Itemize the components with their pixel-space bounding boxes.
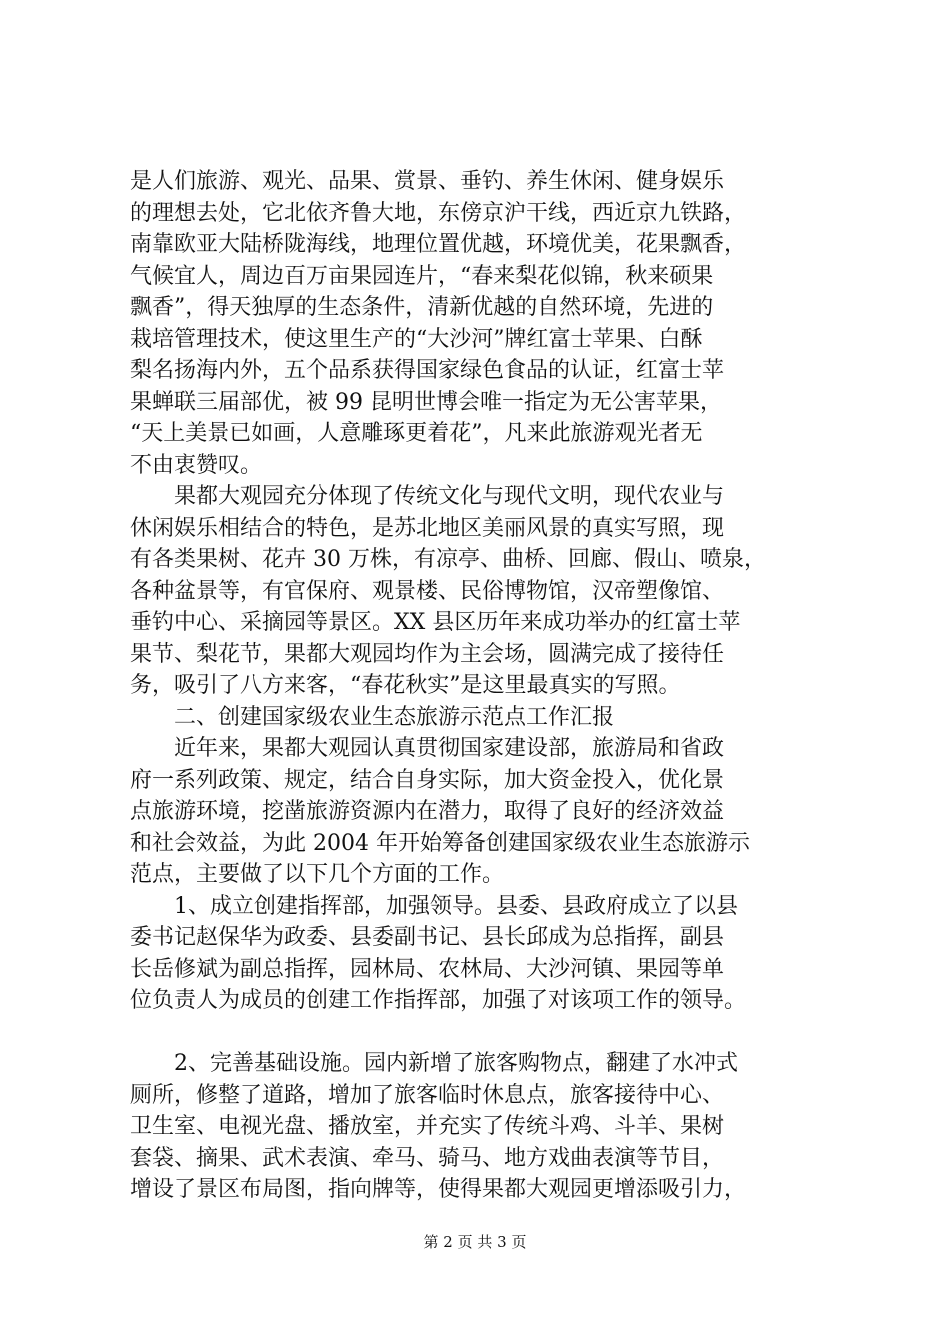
text-line: 南靠欧亚大陆桥陇海线，地理位置优越，环境优美，花果飘香，: [130, 232, 747, 257]
text-line: 委书记赵保华为政委、县委副书记、县长邱成为总指挥，副县: [130, 925, 725, 950]
text-line: 休闲娱乐相结合的特色，是苏北地区美丽风景的真实写照，现: [130, 515, 725, 541]
paragraph-start-line: 1、成立创建指挥部，加强领导。县委、县政府成立了以县: [174, 893, 738, 919]
text-line: 不由衷赞叹。: [130, 452, 263, 478]
text-line: 有各类果树、花卉 30 万株，有凉亭、曲桥、回廊、假山、喷泉，: [130, 547, 766, 572]
section-heading: 二、创建国家级农业生态旅游示范点工作汇报: [174, 704, 615, 730]
page-footer: 第 2 页 共 3 页: [423, 1233, 527, 1251]
text-line: 栽培管理技术，使这里生产的“大沙河”牌红富士苹果、白酥: [130, 326, 703, 352]
text-line: 梨名扬海内外，五个品系获得国家绿色食品的认证，红富士苹: [130, 358, 725, 383]
document-body: [130, 166, 830, 1206]
text-line: 果节、梨花节，果都大观园均作为主会场，圆满完成了接待任: [130, 641, 725, 667]
blank-line: [130, 1017, 830, 1049]
text-line: 果蝉联三届部优，被 99 昆明世博会唯一指定为无公害苹果，: [130, 389, 722, 415]
paragraph-start-line: 近年来，果都大观园认真贯彻国家建设部，旅游局和省政: [174, 736, 725, 761]
paragraph-start-line: 果都大观园充分体现了传统文化与现代文明，现代农业与: [174, 484, 725, 509]
text-line: 务，吸引了八方来客，“春花秋实”是这里最真实的写照。: [130, 673, 681, 698]
text-line: 点旅游环境，挖凿旅游资源内在潜力，取得了良好的经济效益: [130, 799, 725, 824]
text-line: 是人们旅游、观光、品果、赏景、垂钓、养生休闲、健身娱乐: [130, 169, 725, 194]
text-line: 厕所，修整了道路，增加了旅客临时休息点，旅客接待中心、: [130, 1082, 725, 1108]
text-line: 和社会效益，为此 2004 年开始筹备创建国家级农业生态旅游示: [130, 830, 750, 856]
text-line: 增设了景区布局图，指向牌等，使得果都大观园更增添吸引力，: [130, 1177, 747, 1202]
text-line: 卫生室、电视光盘、播放室，并充实了传统斗鸡、斗羊、果树: [130, 1114, 725, 1139]
text-line: 套袋、摘果、武术表演、牵马、骑马、地方戏曲表演等节目，: [130, 1145, 725, 1171]
paragraph-start-line: 2、完善基础设施。园内新增了旅客购物点，翻建了水冲式: [174, 1051, 738, 1076]
text-line: 范点，主要做了以下几个方面的工作。: [130, 862, 505, 887]
text-line: 府一系列政策、规定，结合自身实际，加大资金投入，优化景: [130, 767, 725, 793]
text-line: 垂钓中心、采摘园等景区。XX 县区历年来成功举办的红富士苹: [130, 610, 741, 635]
text-line: 长岳修斌为副总指挥，园林局、农林局、大沙河镇、果园等单: [130, 956, 725, 982]
text-line: 飘香”，得天独厚的生态条件，清新优越的自然环境，先进的: [130, 295, 714, 320]
text-line: 各种盆景等，有官保府、观景楼、民俗博物馆，汉帝塑像馆、: [130, 578, 725, 604]
text-line: 位负责人为成员的创建工作指挥部，加强了对该项工作的领导。: [130, 988, 747, 1013]
text-line: “天上美景已如画，人意雕琢更着花”，凡来此旅游观光者无: [130, 421, 703, 446]
text-line: 气候宜人，周边百万亩果园连片，“春来梨花似锦，秋来硕果: [130, 263, 714, 289]
text-line: 的理想去处，它北依齐鲁大地，东傍京沪干线，西近京九铁路，: [130, 200, 747, 226]
